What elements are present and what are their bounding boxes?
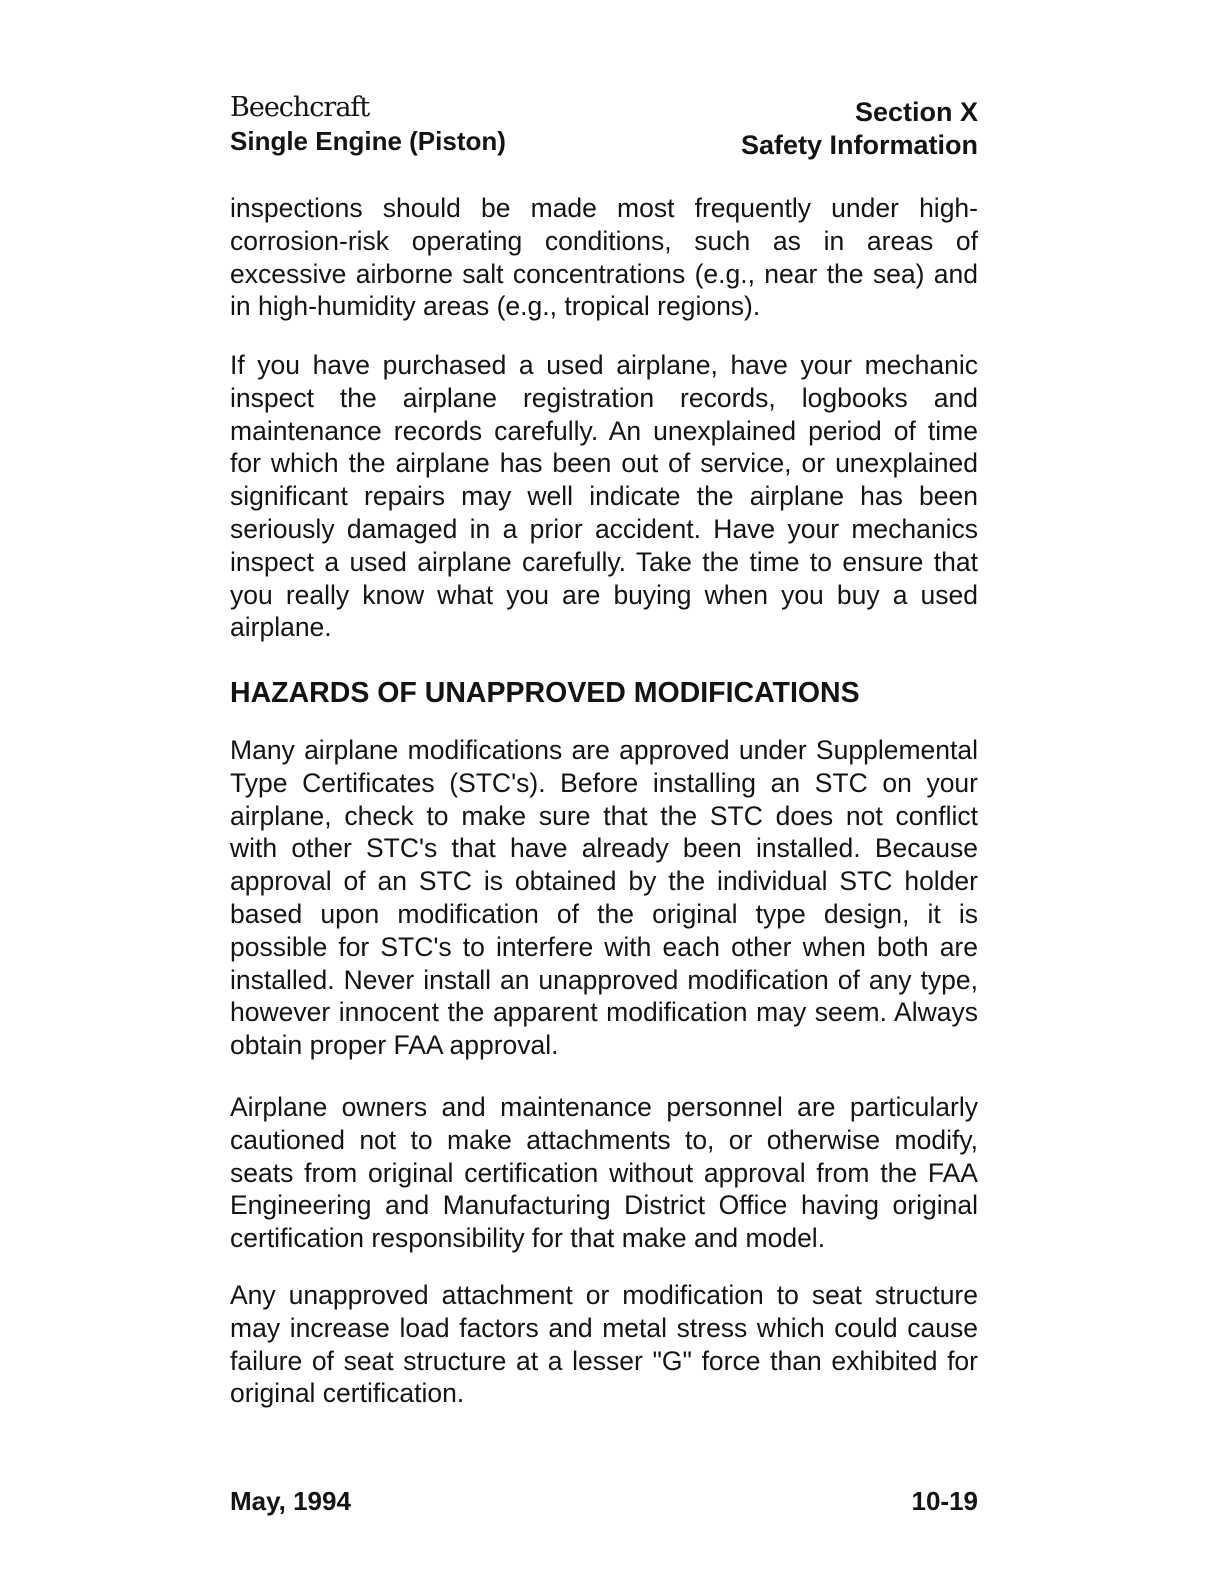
footer-date: May, 1994 <box>230 1486 351 1516</box>
paragraph-seat-structure: Any unapproved attachment or modification to seat structure may increase load factors and metal stress which could cause failure of seat structure at a lesser "G" force than exhibited for original certification. <box>230 1280 978 1409</box>
page-header <box>230 92 978 164</box>
paragraph-stc-modifications: Many airplane modifications are approved under Supplemental Type Certificates (STC's). Before installing an STC on your airplane, check to make sure that the STC does not conflict with other STC's that have already been installed. Because approval of an STC is obtained by the individual STC holder based upon modification of the original type design, it is possible for STC's to interfere with each other when both are installed. Never install an unapproved modification of any type, however innocent the apparent modification may seem. Always obtain proper FAA approval. <box>230 735 978 1061</box>
paragraph-seat-cautions: Airplane owners and maintenance personnel are particularly cautioned not to make attachments to, or otherwise modify, seats from original certification without approval from the FAA Engineering and Manufacturing District Office having original certification responsibility for that make and model. <box>230 1092 978 1254</box>
footer-page-number: 10-19 <box>911 1486 978 1516</box>
header-left <box>230 92 506 158</box>
model-subtitle: Single Engine (Piston) <box>230 126 506 156</box>
section-number: Section X <box>854 97 978 127</box>
paragraph-used-airplane: If you have purchased a used airplane, have your mechanic inspect the airplane registration records, logbooks and maintenance records carefully. An unexplained period of time for which the airplane has been out of service, or unexplained significant repairs may well indicate the airplane has been seriously damaged in a prior accident. Have your mechanics inspect a used airplane carefully. Take the time to ensure that you really know what you are buying when you buy a used airplane. <box>230 350 978 643</box>
document-page <box>230 92 978 1532</box>
paragraph-corrosion-inspections: inspections should be made most frequently under high-corrosion-risk operating conditions, such as in areas of excessive airborne salt concentrations (e.g., near the sea) and in high-humidity areas (e.g., tropical regions). <box>230 193 978 322</box>
header-right <box>741 96 978 162</box>
section-title: Safety Information <box>740 130 978 160</box>
brand-logo: Beechcraft <box>230 92 370 123</box>
section-heading: HAZARDS OF UNAPPROVED MODIFICATIONS <box>230 677 860 709</box>
